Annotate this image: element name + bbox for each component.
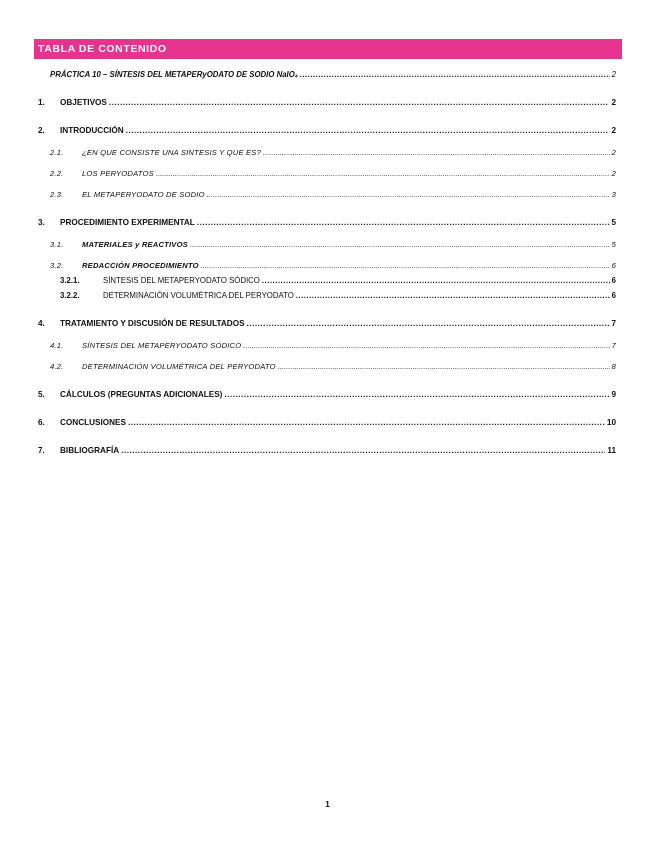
- toc-entry-page: 10: [606, 418, 616, 427]
- toc-dot-leader: [262, 276, 610, 286]
- toc-entry-2-2[interactable]: [50, 169, 616, 179]
- toc-entry-3-2-1[interactable]: [60, 276, 616, 286]
- toc-entry-6[interactable]: [38, 418, 616, 428]
- toc-entry-title: PROCEDIMIENTO EXPERIMENTAL: [60, 218, 195, 227]
- toc-entry-2[interactable]: [38, 126, 616, 136]
- toc-heading: TABLA DE CONTENIDO: [34, 39, 622, 59]
- toc-entry-page: 6: [611, 261, 616, 270]
- toc-dot-leader: [300, 70, 610, 80]
- toc-entry-3-1[interactable]: [50, 240, 616, 250]
- toc-entry-title: SÍNTESIS DEL METAPERYODATO SÓDICO: [103, 276, 260, 285]
- toc-entry-number: 3.2.1.: [60, 276, 80, 285]
- toc-entry-3-2[interactable]: [50, 261, 616, 271]
- toc-entry-page: 2: [611, 169, 616, 178]
- toc-entry-page: 2: [611, 126, 616, 135]
- toc-dot-leader: [243, 341, 609, 351]
- toc-entry-title: LOS PERYODATOS: [82, 169, 154, 178]
- toc-entry-page: 2: [611, 98, 616, 107]
- toc-entry-title: MATERIALES y REACTIVOS: [82, 240, 188, 249]
- toc-entry-title: TRATAMIENTO Y DISCUSIÓN DE RESULTADOS: [60, 319, 245, 328]
- toc-entry-number: 3.: [38, 218, 45, 227]
- toc-entry-title: INTRODUCCIÓN: [60, 126, 124, 135]
- toc-entry-title: SÍNTESIS DEL METAPERYODATO SÓDICO: [82, 341, 242, 350]
- toc-dot-leader: [109, 98, 610, 108]
- toc-entry-title: REDACCIÓN PROCEDIMIENTO: [82, 261, 199, 270]
- toc-entry-page: 2: [611, 148, 616, 157]
- toc-entry-number: 3.2.: [50, 261, 64, 270]
- toc-entry-3-2-2[interactable]: [60, 291, 616, 301]
- toc-entry-title: BIBLIOGRAFÍA: [60, 446, 120, 455]
- toc-entry-number: 5.: [38, 390, 45, 399]
- toc-entry-title: DETERMINACIÓN VOLUMÉTRICA DEL PERYODATO: [82, 362, 276, 371]
- toc-entry-title: CONCLUSIONES: [60, 418, 126, 427]
- toc-entry-title: PRÁCTICA 10 – SÍNTESIS DEL METAPERyODATO DE SODIO NaIO₄: [50, 70, 298, 79]
- toc-entry-page: 7: [611, 341, 616, 350]
- toc-entry-3[interactable]: [38, 218, 616, 228]
- toc-entry-4-1[interactable]: [50, 341, 616, 351]
- toc-dot-leader: [247, 319, 610, 329]
- toc-entry-number: 6.: [38, 418, 45, 427]
- toc-entry-page: 7: [611, 319, 616, 328]
- toc-entry-title: CÁLCULOS (PREGUNTAS ADICIONALES): [60, 390, 223, 399]
- toc-dot-leader: [121, 446, 605, 456]
- toc-entry-2-1[interactable]: [50, 148, 616, 158]
- toc-entry-number: 1.: [38, 98, 45, 107]
- toc-entry-2-3[interactable]: [50, 190, 616, 200]
- toc-entry-number: 2.1.: [50, 148, 64, 157]
- toc-dot-leader: [207, 190, 610, 200]
- toc-entry-number: 4.: [38, 319, 45, 328]
- toc-entry-title: DETERMINACIÓN VOLUMÉTRICA DEL PERYODATO: [103, 291, 294, 300]
- toc-dot-leader: [263, 148, 610, 158]
- toc-entry-number: 4.1.: [50, 341, 64, 350]
- toc-dot-leader: [128, 418, 605, 428]
- toc-entry-title: EL METAPERYODATO DE SODIO: [82, 190, 205, 199]
- toc-entry-page: 9: [611, 390, 616, 399]
- toc-dot-leader: [190, 240, 610, 250]
- toc-entry-4[interactable]: [38, 319, 616, 329]
- toc-entry-number: 2.2.: [50, 169, 64, 178]
- toc-entry-7[interactable]: [38, 446, 616, 456]
- toc-entry-1[interactable]: [38, 98, 616, 108]
- toc-dot-leader: [278, 362, 610, 372]
- toc-dot-leader: [224, 390, 609, 400]
- toc-entry-number: 7.: [38, 446, 45, 455]
- toc-entry-page: 6: [611, 291, 616, 300]
- toc-entry-title: OBJETIVOS: [60, 98, 107, 107]
- toc-entry-page: 5: [611, 218, 616, 227]
- toc-entry-page: 3: [611, 190, 616, 199]
- toc-entry-page: 6: [611, 276, 616, 285]
- toc-entry-number: 2.: [38, 126, 45, 135]
- toc-entry-practice-title[interactable]: [50, 70, 616, 80]
- toc-entry-page: 11: [607, 446, 616, 455]
- toc-dot-leader: [126, 126, 610, 136]
- toc-entry-4-2[interactable]: [50, 362, 616, 372]
- toc-entry-page: 5: [611, 240, 616, 249]
- toc-entry-number: 2.3.: [50, 190, 64, 199]
- page-number: 1: [325, 799, 330, 809]
- toc-dot-leader: [156, 169, 610, 179]
- toc-entry-number: 3.1.: [50, 240, 64, 249]
- toc-dot-leader: [197, 218, 610, 228]
- toc-entry-number: 4.2.: [50, 362, 64, 371]
- toc-entry-page: 2: [611, 70, 616, 79]
- toc-dot-leader: [296, 291, 610, 301]
- toc-entry-title: ¿EN QUE CONSISTE UNA SINTESIS Y QUE ES?: [82, 148, 261, 157]
- toc-dot-leader: [201, 261, 610, 271]
- toc-entry-number: 3.2.2.: [60, 291, 80, 300]
- toc-entry-5[interactable]: [38, 390, 616, 400]
- toc-entry-page: 8: [611, 362, 616, 371]
